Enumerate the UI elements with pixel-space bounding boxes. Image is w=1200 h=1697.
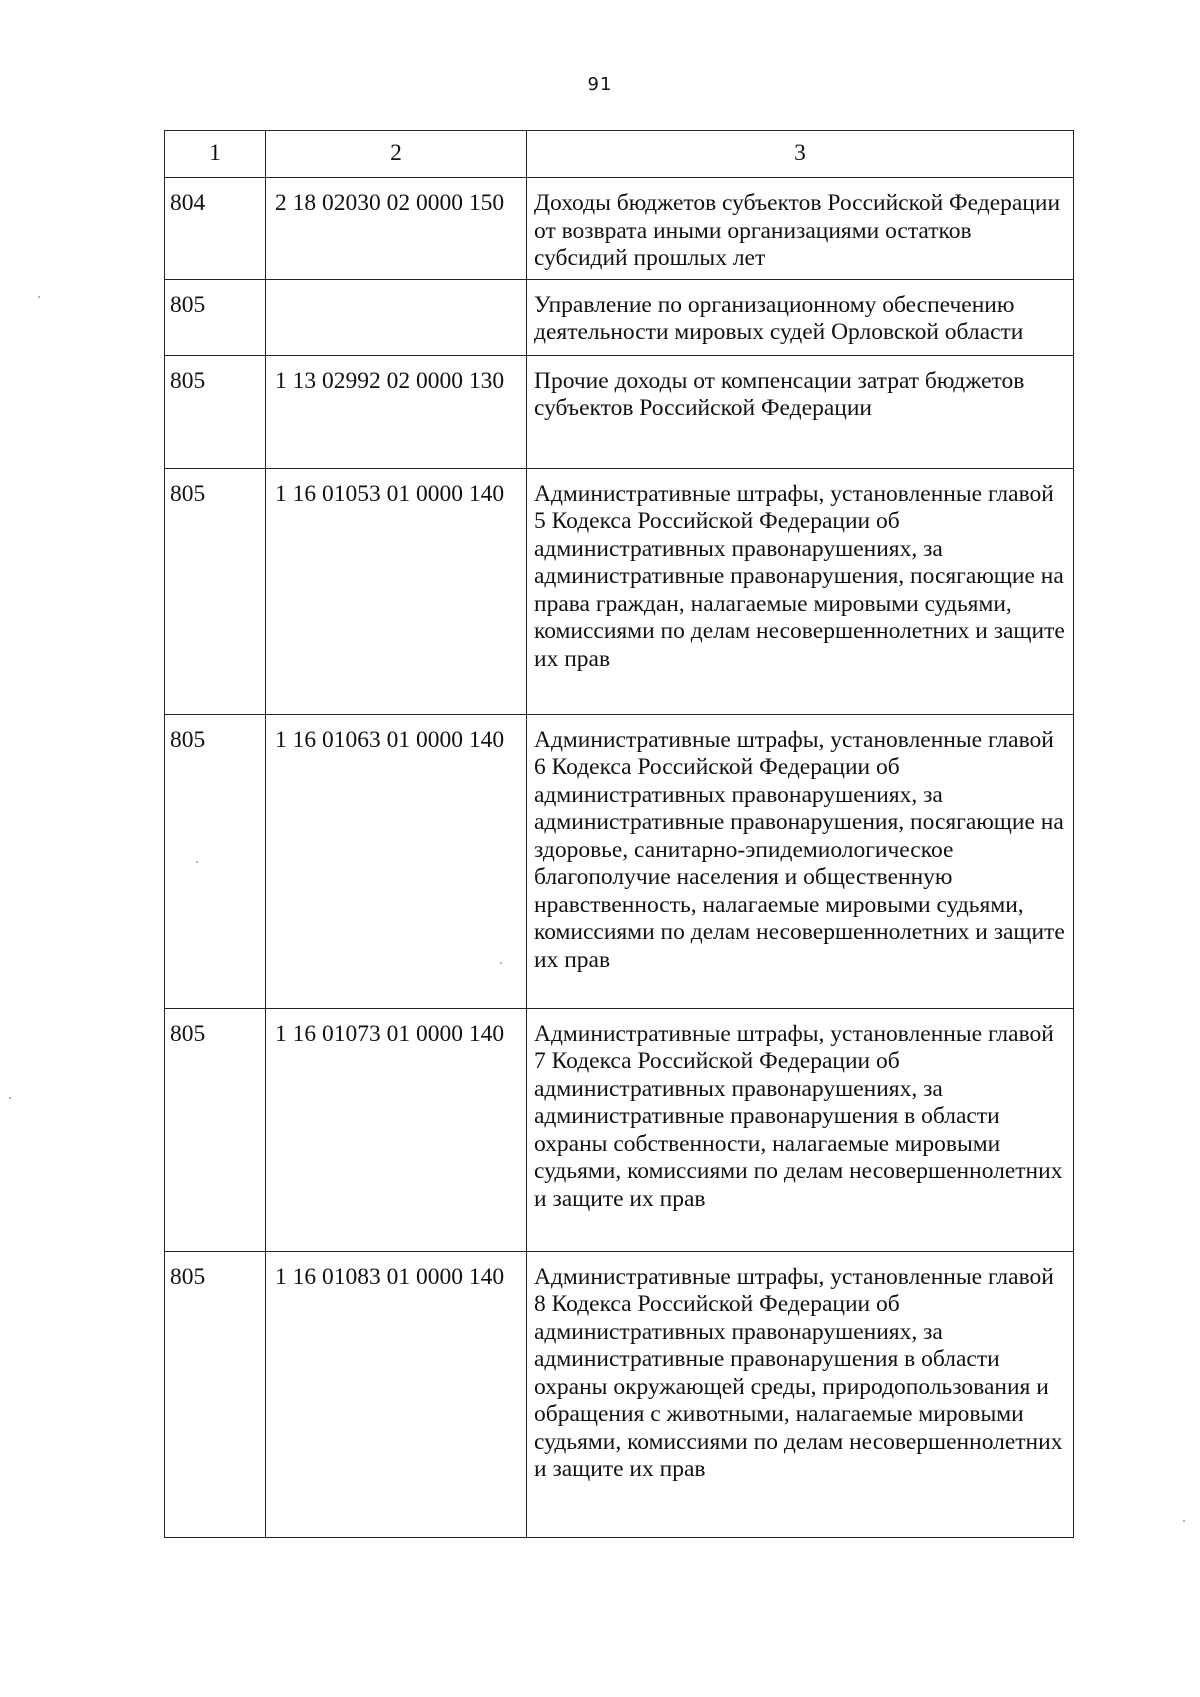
column-header-3: 3 <box>527 131 1074 178</box>
admin-code-cell: 805 <box>165 279 266 355</box>
scan-speck <box>1183 1520 1185 1522</box>
kbk-code-cell: 1 16 01063 01 0000 140 <box>266 714 527 1008</box>
description-cell: Административные штрафы, установленные главой 8 Кодекса Российской Федерации об административных правонарушениях, за административные правонарушения в области охраны окружающей среды, природопользования и обращения с животными, налагаемые мировыми судьями, комиссиями по делам несовершеннолетних и защите их прав <box>527 1251 1074 1537</box>
description-cell: Административные штрафы, установленные главой 5 Кодекса Российской Федерации об административных правонарушениях, за административные правонарушения, посягающие на права граждан, налагаемые мировыми судьями, комиссиями по делам несовершеннолетних и защите их прав <box>527 468 1074 714</box>
scan-speck <box>9 1097 11 1099</box>
revenue-codes-table <box>164 130 1074 1538</box>
table-row <box>165 178 1074 280</box>
kbk-code-cell: 1 16 01073 01 0000 140 <box>266 1008 527 1251</box>
table-row <box>165 1008 1074 1251</box>
description-cell: Прочие доходы от компенсации затрат бюджетов субъектов Российской Федерации <box>527 355 1074 468</box>
page-number: 91 <box>587 74 613 95</box>
description-cell: Управление по организационному обеспечению деятельности мировых судей Орловской области <box>527 279 1074 355</box>
scan-speck <box>38 296 40 298</box>
table-row <box>165 468 1074 714</box>
scan-speck <box>500 962 502 964</box>
kbk-code-cell <box>266 279 527 355</box>
admin-code-cell: 805 <box>165 468 266 714</box>
column-header-1: 1 <box>165 131 266 178</box>
admin-code-cell: 805 <box>165 714 266 1008</box>
kbk-code-cell: 1 16 01083 01 0000 140 <box>266 1251 527 1537</box>
description-cell: Административные штрафы, установленные главой 6 Кодекса Российской Федерации об административных правонарушениях, за административные правонарушения, посягающие на здоровье, санитарно-эпидемиологическое благополучие населения и общественную нравственность, налагаемые мировыми судьями, комиссиями по делам несовершеннолетних и защите их прав <box>527 714 1074 1008</box>
kbk-code-cell: 1 16 01053 01 0000 140 <box>266 468 527 714</box>
table-row <box>165 355 1074 468</box>
admin-code-cell: 805 <box>165 1008 266 1251</box>
admin-code-cell: 805 <box>165 1251 266 1537</box>
scan-speck <box>196 861 198 863</box>
table-row <box>165 1251 1074 1537</box>
description-cell: Административные штрафы, установленные главой 7 Кодекса Российской Федерации об административных правонарушениях, за административные правонарушения в области охраны собственности, налагаемые мировыми судьями, комиссиями по делам несовершеннолетних и защите их прав <box>527 1008 1074 1251</box>
column-header-2: 2 <box>266 131 527 178</box>
kbk-code-cell: 2 18 02030 02 0000 150 <box>266 178 527 280</box>
table-header-row <box>165 131 1074 178</box>
table-row <box>165 714 1074 1008</box>
admin-code-cell: 804 <box>165 178 266 280</box>
kbk-code-cell: 1 13 02992 02 0000 130 <box>266 355 527 468</box>
admin-code-cell: 805 <box>165 355 266 468</box>
table-row <box>165 279 1074 355</box>
description-cell: Доходы бюджетов субъектов Российской Федерации от возврата иными организациями остатков субсидий прошлых лет <box>527 178 1074 280</box>
